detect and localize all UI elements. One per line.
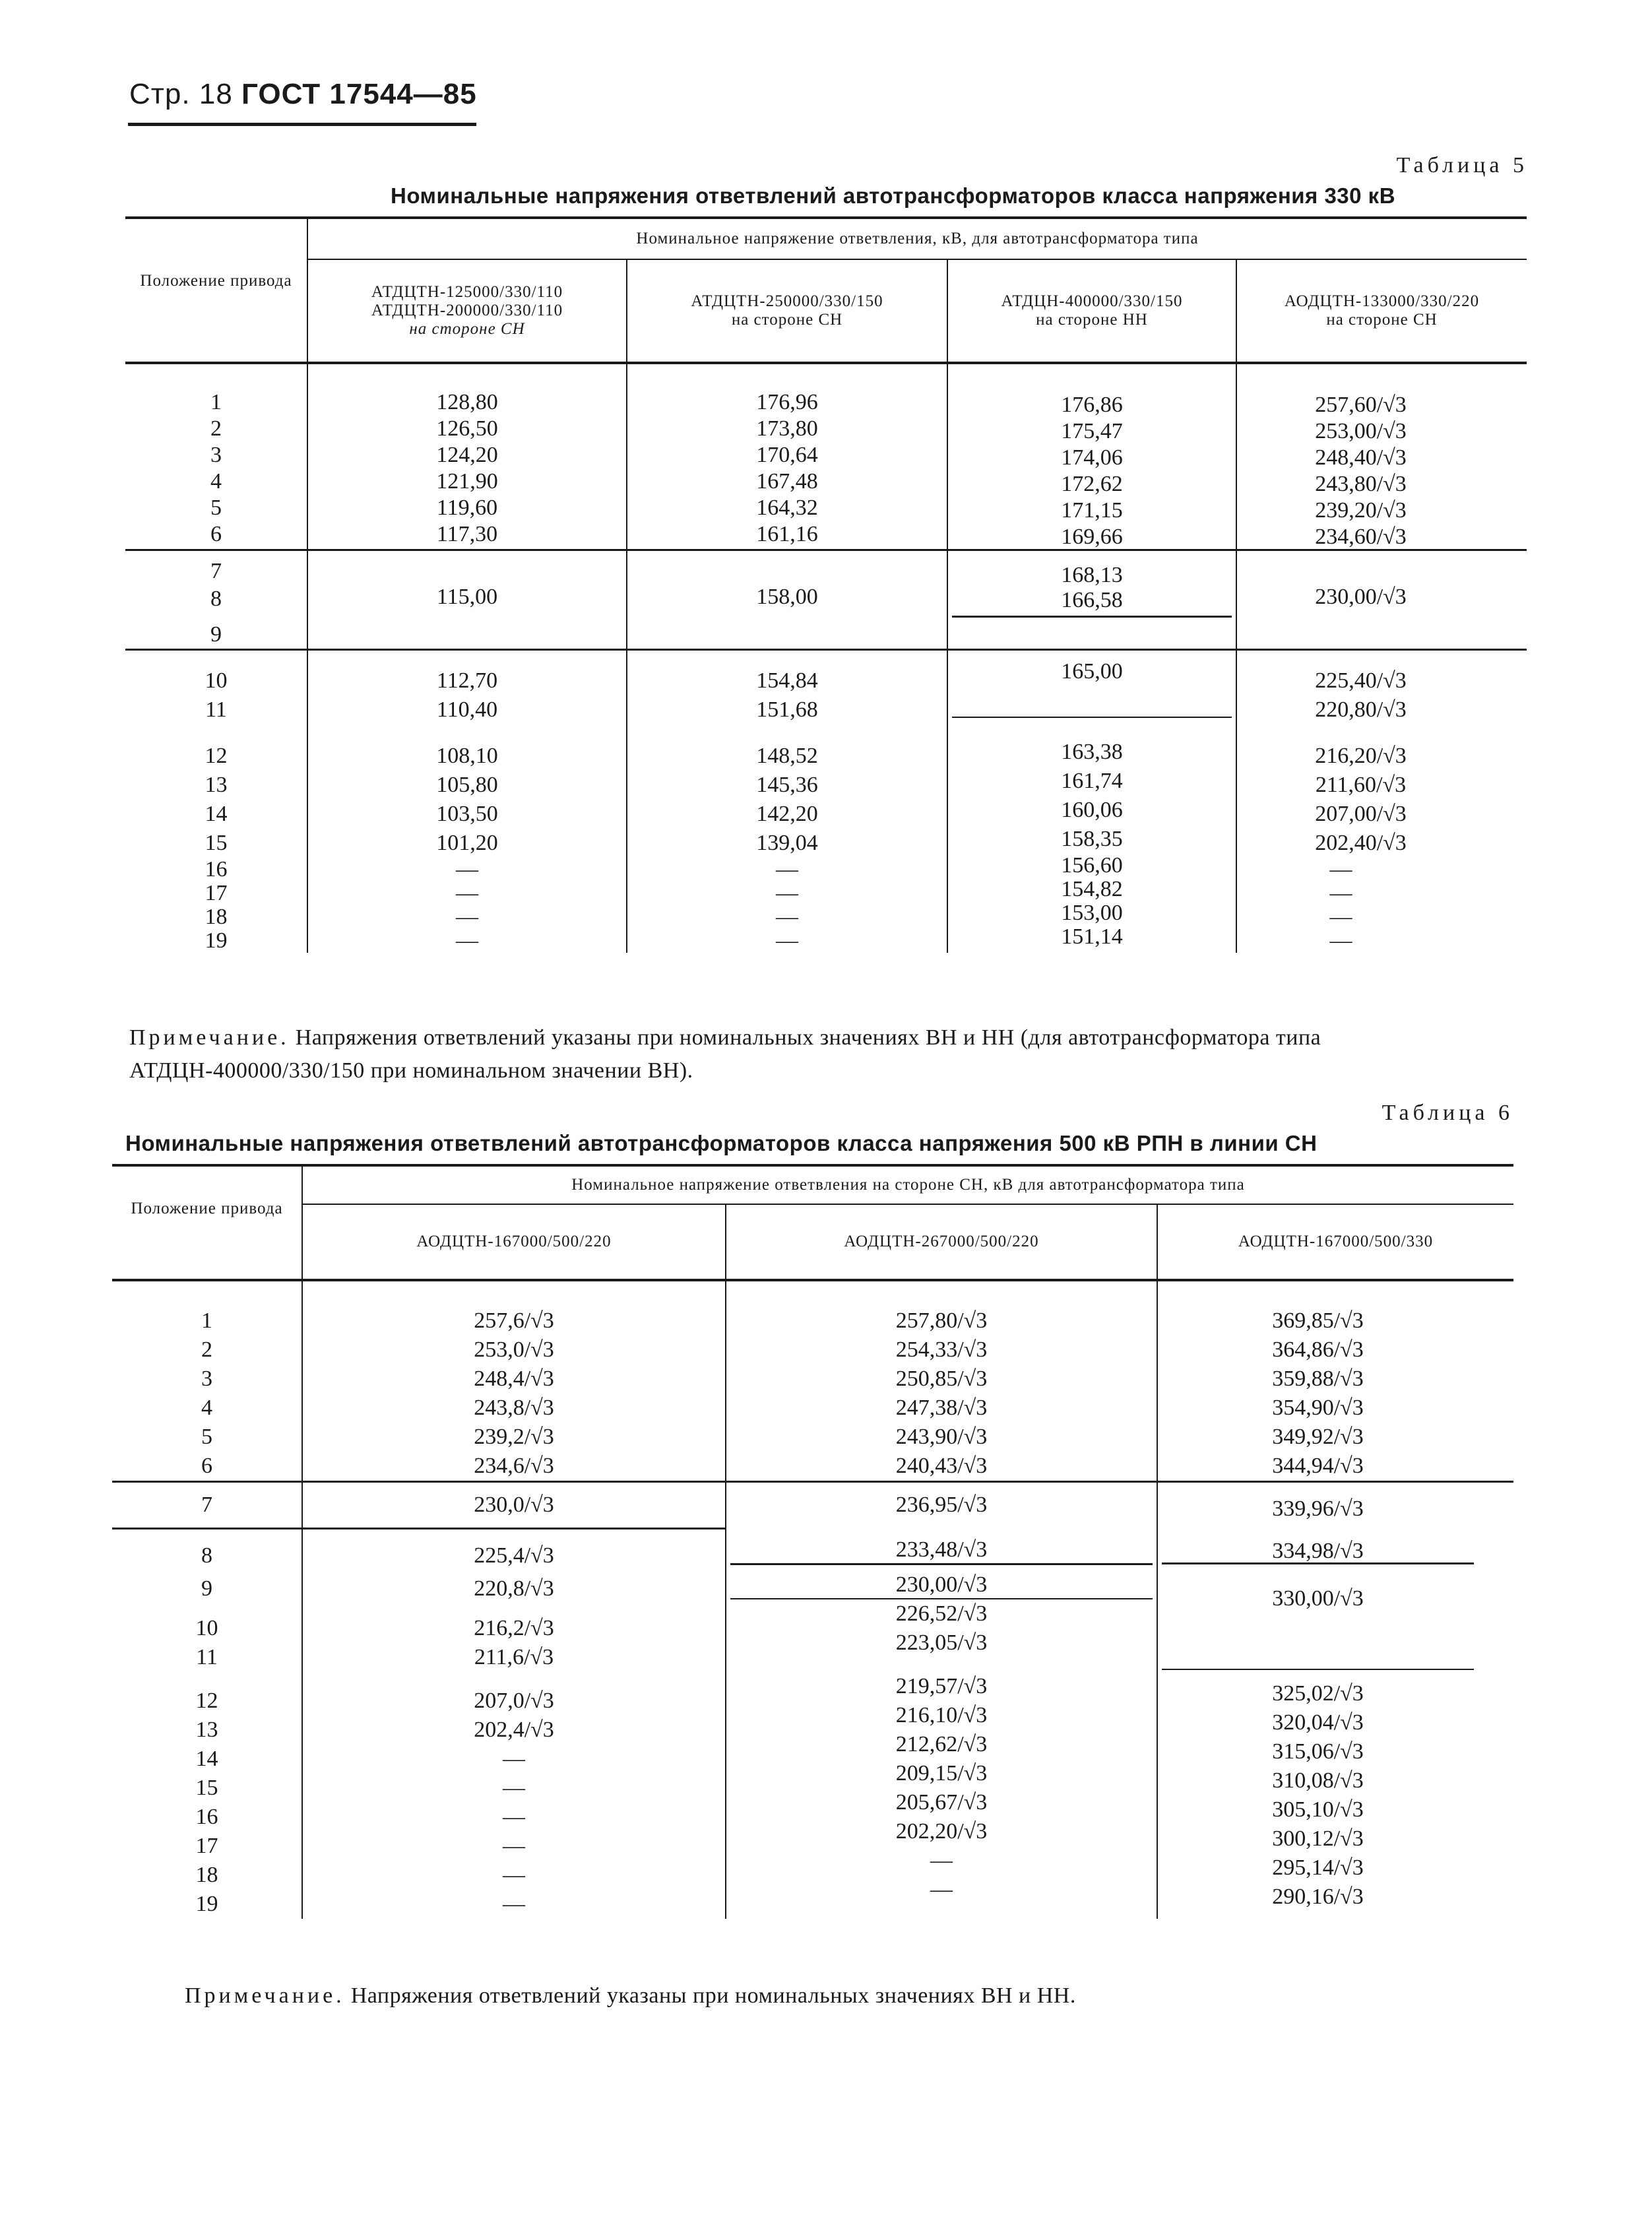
page-number: Стр. 18 (129, 78, 233, 110)
page-header (129, 78, 477, 111)
table5 (125, 216, 1527, 953)
t5-col-1: АТДЦТН-125000/330/110 АТДЦТН-200000/330/110 на стороне СН (307, 259, 627, 363)
t6-group-header: Номинальное напряжение ответвления на стороне СН, кВ для автотрансформатора типа (302, 1165, 1513, 1204)
t5-group2: 7 8 9 115,00 158,00 168,13 166,58 230,00/√3 (125, 550, 1527, 650)
t5-col-4: АОДЦТН-133000/330/220 на стороне СН (1236, 259, 1527, 363)
t6-col-3: АОДЦТН-167000/500/330 (1157, 1204, 1513, 1280)
t5-group1: 1 2 3 4 5 6 128,80 126,50 124,20 121,90 119,60 117,30 176,96 173,80 170,64 167,48 164,32 161,16 176,86 175,47 174,06 172,62 171,15 169,66 257,60/√3 253,00/√3 248,40/√3 243,80/√3 239,20/√3 234,60/√3 (125, 363, 1527, 550)
t6-group-c: 8 9 10 11 12 13 14 15 16 17 18 19 225,4/√3 220,8/√3 216,2/√3 211,6/√3 207,0/√3 202,4/√3 — — — — — — 233,48/√3 230,00/√3 226,52/√3 223,05/√3 219,57/√3 216,10/√3 212,62/√3 209,15/√3 205,67/√3 202,20/√3 — — 334,98/√3 330,00/√3 325,02/√3 320,04/√3 315,06/√3 310,08/√3 305,10/√3 300,12/√3 295,14/√3 290,16/√3 (112, 1529, 1513, 1919)
t6-group-b: 7 230,0/√3 236,95/√3 339,96/√3 (112, 1482, 1513, 1529)
table5-label: Таблица 5 (1396, 153, 1528, 177)
table6-caption: Номинальные напряжения ответвлений автотрансформаторов класса напряжения 500 кВ РПН в линии СН (125, 1131, 1318, 1155)
table5-caption: Номинальные напряжения ответвлений автотрансформаторов класса напряжения 330 кВ (391, 183, 1396, 208)
t5-col-2: АТДЦТН-250000/330/150 на стороне СН (627, 259, 947, 363)
t6-col-2: АОДЦТН-267000/500/220 (726, 1204, 1157, 1280)
t6-group-a: 1 2 3 4 5 6 257,6/√3 253,0/√3 248,4/√3 243,8/√3 239,2/√3 234,6/√3 257,80/√3 254,33/√3 250,85/√3 247,38/√3 243,90/√3 240,43/√3 369,85/√3 364,86/√3 359,88/√3 354,90/√3 349,92/√3 344,94/√3 (112, 1280, 1513, 1482)
header-rule (128, 123, 476, 126)
table6-label: Таблица 6 (1382, 1101, 1513, 1125)
table6 (112, 1164, 1513, 1919)
t6-col-1: АОДЦТН-167000/500/220 (302, 1204, 726, 1280)
t5-group-header: Номинальное напряжение ответвления, кВ, для автотрансформатора типа (307, 218, 1527, 259)
t5-group3: 10 11 12 13 14 15 16 17 18 19 112,70 110,40 108,10 105,80 103,50 101,20 — — — — 154,84 151,68 148,52 145,36 142,20 139,04 — — — — 165,00 163,38 161,74 160,06 158,35 156,60 154,82 153,00 151,14 225,40/√3 220,80/√3 216,20/√3 211,60/√3 207,00/√3 202,40/√3 — — — — (125, 650, 1527, 953)
t5-col-3: АТДЦН-400000/330/150 на стороне НН (947, 259, 1236, 363)
table5-note: Примечание. Напряжения ответвлений указаны при номинальных значениях ВН и НН (для автотрансформатора типа АТДЦН-400000/330/150 при номинальном значении ВН). (129, 1025, 1321, 1083)
t6-col-position: Положение привода (112, 1165, 302, 1280)
t5-col-position: Положение привода (125, 218, 307, 363)
standard-number: ГОСТ 17544—85 (241, 78, 477, 110)
table6-note: Примечание. Напряжения ответвлений указаны при номинальных значениях ВН и НН. (185, 1983, 1076, 2008)
